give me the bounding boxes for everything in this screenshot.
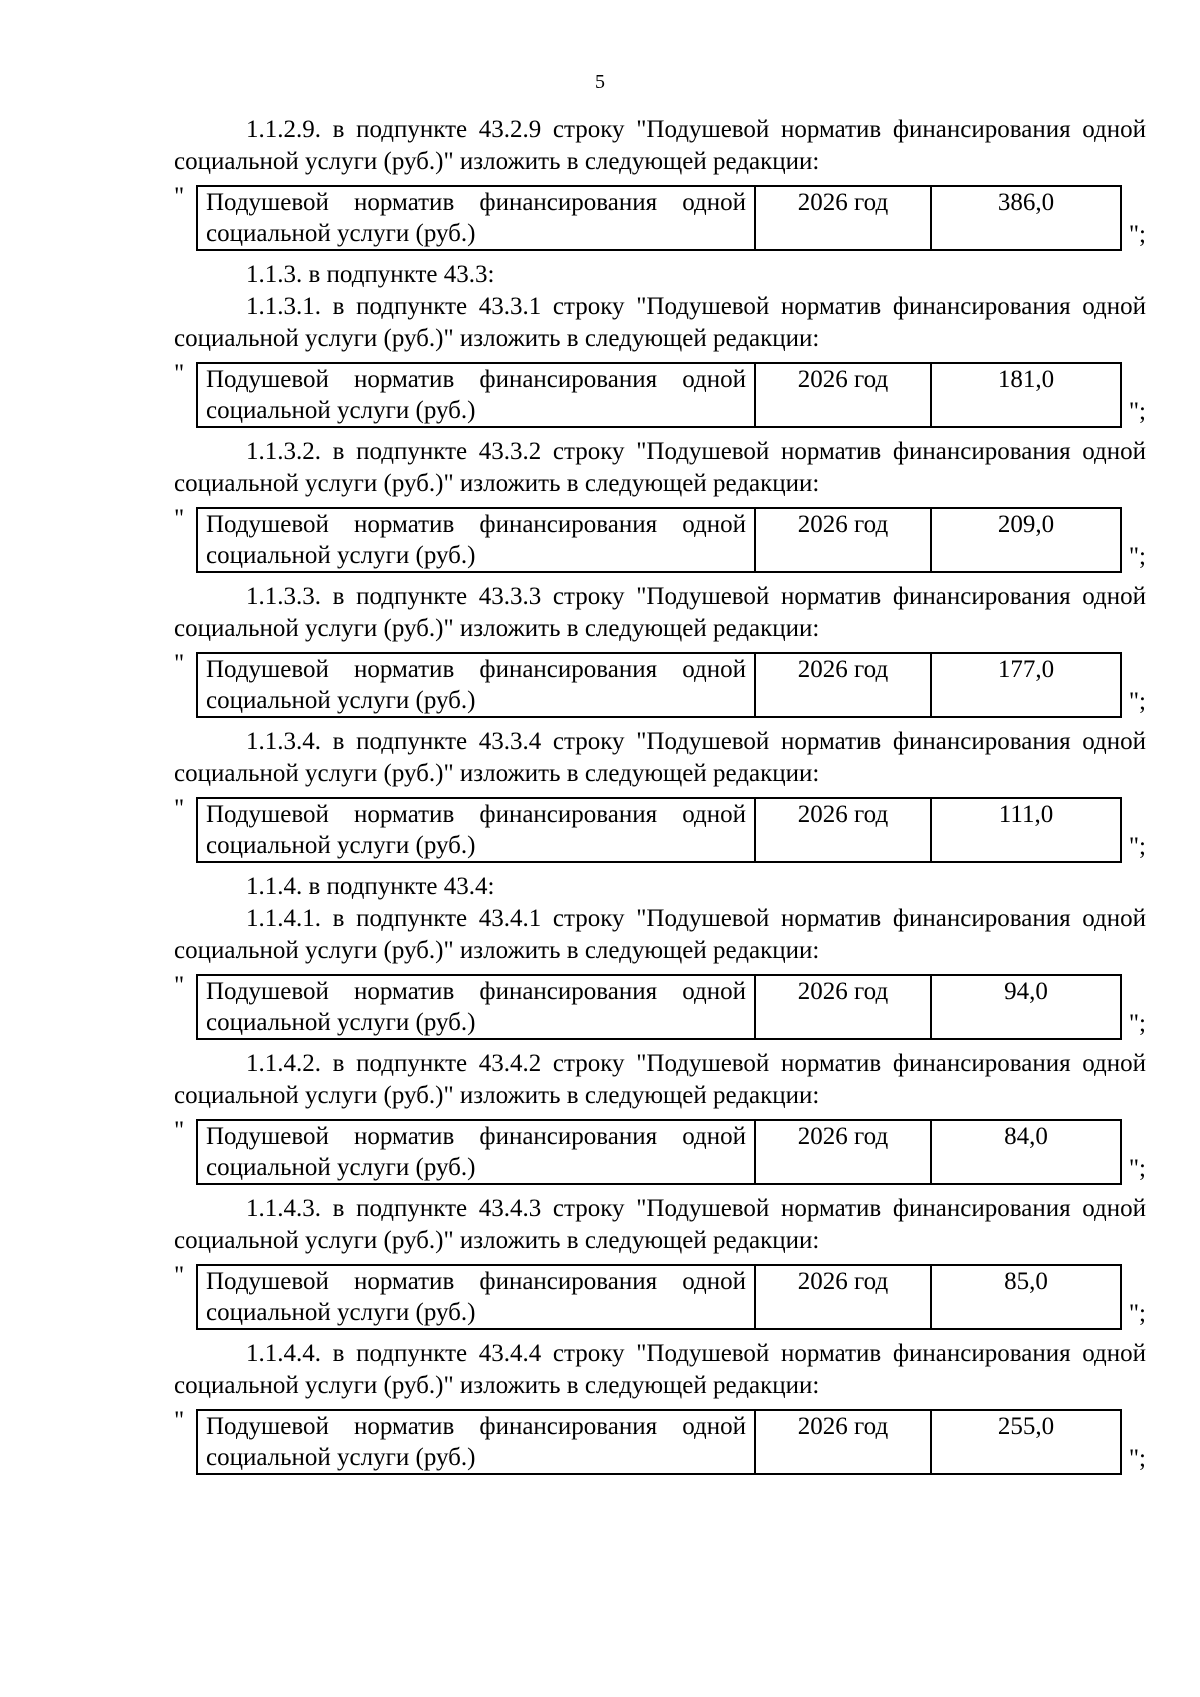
replacement-table — [196, 362, 1122, 428]
table-row — [197, 508, 1121, 572]
amendment-text — [174, 436, 1146, 500]
value-cell: 111,0 — [931, 798, 1121, 862]
value-cell: 386,0 — [931, 186, 1121, 250]
value-cell: 255,0 — [931, 1410, 1121, 1474]
indicator-label-cell: Подушевой норматив финансирования одной социальной услуги (руб.) — [197, 653, 755, 717]
amendment-block — [174, 436, 1146, 573]
amendment-text — [174, 581, 1146, 645]
amendment-intro: 1.1.3.4. в подпункте 43.3.4 строку "Подушевой норматив финансирования одной социальной услуги (руб.)" изложить в следующей редакции: — [174, 728, 1146, 787]
amendment-block — [174, 726, 1146, 863]
year-cell: 2026 год — [755, 1265, 931, 1329]
replacement-row — [174, 507, 1146, 573]
close-quote: "; — [1128, 1300, 1146, 1327]
open-quote: " — [174, 972, 185, 999]
replacement-row — [174, 1119, 1146, 1185]
replacement-table — [196, 185, 1122, 251]
amendment-text — [174, 903, 1146, 967]
indicator-label-cell: Подушевой норматив финансирования одной социальной услуги (руб.) — [197, 1265, 755, 1329]
close-quote: "; — [1128, 833, 1146, 860]
open-quote: " — [174, 360, 185, 387]
close-quote: "; — [1128, 1445, 1146, 1472]
subsection-heading-text: 1.1.4. в подпункте 43.4: — [246, 873, 495, 900]
replacement-row — [174, 185, 1146, 251]
amendment-block — [174, 1193, 1146, 1330]
value-cell: 209,0 — [931, 508, 1121, 572]
year-cell: 2026 год — [755, 653, 931, 717]
table-row — [197, 975, 1121, 1039]
table-row — [197, 1410, 1121, 1474]
replacement-row — [174, 1264, 1146, 1330]
indicator-label-cell: Подушевой норматив финансирования одной социальной услуги (руб.) — [197, 508, 755, 572]
amendment-text — [174, 1048, 1146, 1112]
amendment-intro: 1.1.4.4. в подпункте 43.4.4 строку "Подушевой норматив финансирования одной социальной услуги (руб.)" изложить в следующей редакции: — [174, 1340, 1146, 1399]
amendment-text — [174, 291, 1146, 355]
open-quote: " — [174, 1262, 185, 1289]
indicator-label-cell: Подушевой норматив финансирования одной социальной услуги (руб.) — [197, 798, 755, 862]
value-cell: 85,0 — [931, 1265, 1121, 1329]
amendment-intro: 1.1.4.2. в подпункте 43.4.2 строку "Подушевой норматив финансирования одной социальной услуги (руб.)" изложить в следующей редакции: — [174, 1050, 1146, 1109]
replacement-table — [196, 974, 1122, 1040]
open-quote: " — [174, 795, 185, 822]
table-row — [197, 186, 1121, 250]
indicator-label-cell: Подушевой норматив финансирования одной социальной услуги (руб.) — [197, 1410, 755, 1474]
value-cell: 94,0 — [931, 975, 1121, 1039]
value-cell: 181,0 — [931, 363, 1121, 427]
year-cell: 2026 год — [755, 363, 931, 427]
close-quote: "; — [1128, 1155, 1146, 1182]
amendment-intro: 1.1.3.2. в подпункте 43.3.2 строку "Подушевой норматив финансирования одной социальной услуги (руб.)" изложить в следующей редакции: — [174, 438, 1146, 497]
amendment-block — [174, 291, 1146, 428]
replacement-row — [174, 797, 1146, 863]
close-quote: "; — [1128, 221, 1146, 248]
amendment-block — [174, 114, 1146, 251]
amendment-intro: 1.1.4.3. в подпункте 43.4.3 строку "Подушевой норматив финансирования одной социальной услуги (руб.)" изложить в следующей редакции: — [174, 1195, 1146, 1254]
year-cell: 2026 год — [755, 1120, 931, 1184]
replacement-table — [196, 1409, 1122, 1475]
indicator-label-cell: Подушевой норматив финансирования одной социальной услуги (руб.) — [197, 975, 755, 1039]
amendment-intro: 1.1.2.9. в подпункте 43.2.9 строку "Подушевой норматив финансирования одной социальной услуги (руб.)" изложить в следующей редакции: — [174, 116, 1146, 175]
amendment-block — [174, 903, 1146, 1040]
close-quote: "; — [1128, 1010, 1146, 1037]
indicator-label-cell: Подушевой норматив финансирования одной социальной услуги (руб.) — [197, 363, 755, 427]
table-row — [197, 1120, 1121, 1184]
open-quote: " — [174, 505, 185, 532]
year-cell: 2026 год — [755, 508, 931, 572]
replacement-row — [174, 362, 1146, 428]
amendment-intro: 1.1.3.3. в подпункте 43.3.3 строку "Подушевой норматив финансирования одной социальной услуги (руб.)" изложить в следующей редакции: — [174, 583, 1146, 642]
page-number: 5 — [595, 71, 605, 93]
amendment-block — [174, 581, 1146, 718]
replacement-table — [196, 507, 1122, 573]
subsection-heading-text: 1.1.3. в подпункте 43.3: — [246, 261, 495, 288]
close-quote: "; — [1128, 398, 1146, 425]
replacement-row — [174, 1409, 1146, 1475]
year-cell: 2026 год — [755, 186, 931, 250]
indicator-label-cell: Подушевой норматив финансирования одной социальной услуги (руб.) — [197, 186, 755, 250]
replacement-table — [196, 797, 1122, 863]
amendment-block — [174, 1048, 1146, 1185]
table-row — [197, 653, 1121, 717]
amendment-text — [174, 114, 1146, 178]
table-row — [197, 798, 1121, 862]
indicator-label-cell: Подушевой норматив финансирования одной социальной услуги (руб.) — [197, 1120, 755, 1184]
document-body — [174, 114, 1146, 1483]
year-cell: 2026 год — [755, 1410, 931, 1474]
value-cell: 84,0 — [931, 1120, 1121, 1184]
close-quote: "; — [1128, 543, 1146, 570]
replacement-table — [196, 1264, 1122, 1330]
value-cell: 177,0 — [931, 653, 1121, 717]
close-quote: "; — [1128, 688, 1146, 715]
open-quote: " — [174, 183, 185, 210]
amendment-text — [174, 1338, 1146, 1402]
open-quote: " — [174, 650, 185, 677]
replacement-table — [196, 652, 1122, 718]
subsection-heading — [174, 259, 1146, 291]
replacement-row — [174, 652, 1146, 718]
year-cell: 2026 год — [755, 975, 931, 1039]
amendment-text — [174, 726, 1146, 790]
table-row — [197, 1265, 1121, 1329]
amendment-text — [174, 1193, 1146, 1257]
amendment-intro: 1.1.4.1. в подпункте 43.4.1 строку "Подушевой норматив финансирования одной социальной услуги (руб.)" изложить в следующей редакции: — [174, 905, 1146, 964]
amendment-intro: 1.1.3.1. в подпункте 43.3.1 строку "Подушевой норматив финансирования одной социальной услуги (руб.)" изложить в следующей редакции: — [174, 293, 1146, 352]
open-quote: " — [174, 1407, 185, 1434]
table-row — [197, 363, 1121, 427]
year-cell: 2026 год — [755, 798, 931, 862]
subsection-heading — [174, 871, 1146, 903]
replacement-table — [196, 1119, 1122, 1185]
replacement-row — [174, 974, 1146, 1040]
amendment-block — [174, 1338, 1146, 1475]
open-quote: " — [174, 1117, 185, 1144]
